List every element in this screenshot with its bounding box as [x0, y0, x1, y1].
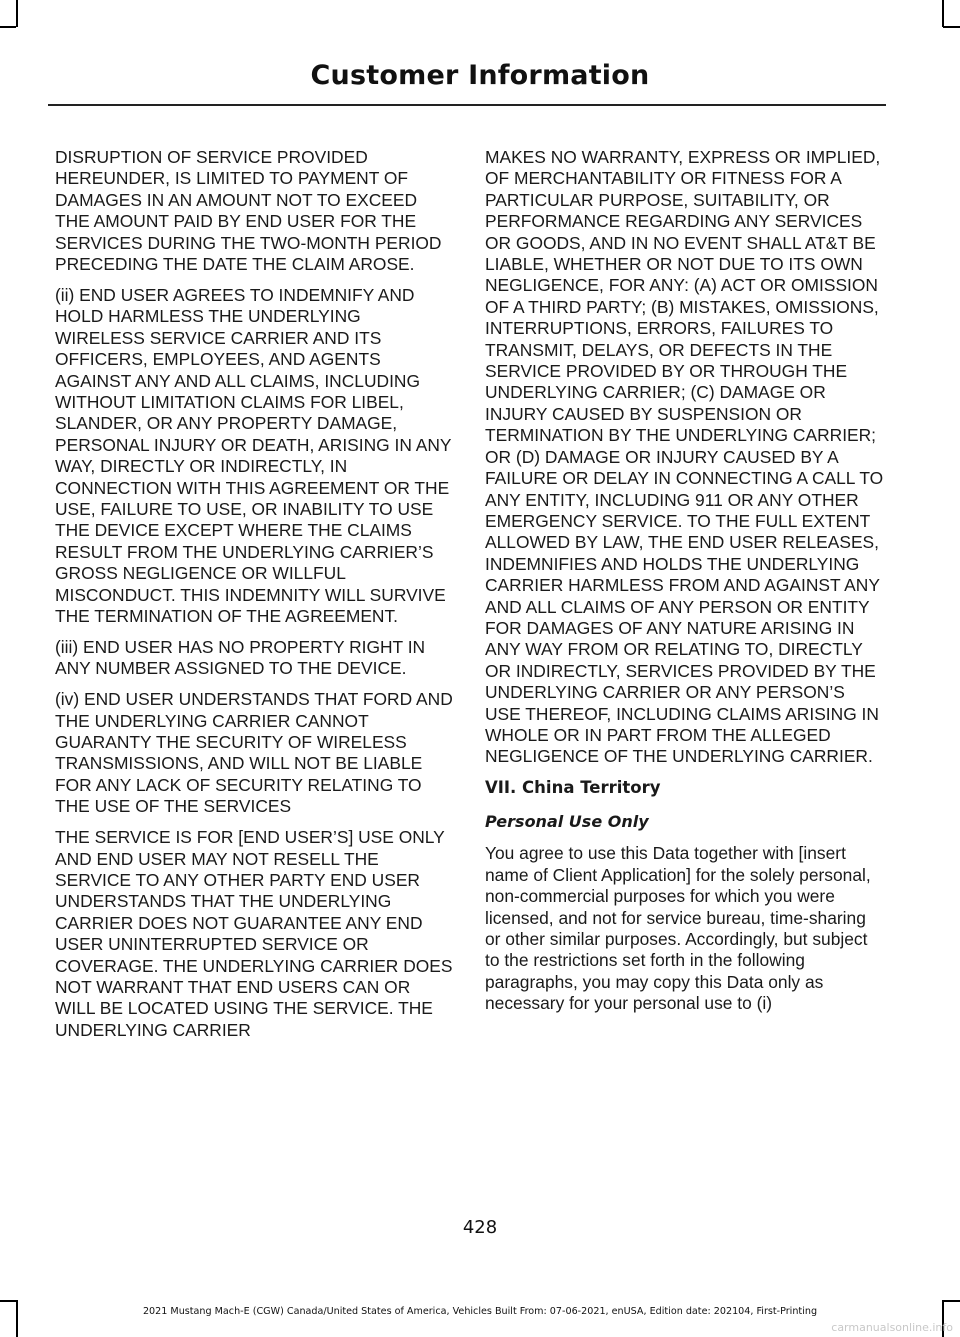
right-paragraph-1: MAKES NO WARRANTY, EXPRESS OR IMPLIED, OF MERCHANTABILITY OR FITNESS FOR A PARTICULAR PURPOSE, SUITABILITY, OR PERFORMANCE REGARDING ANY SERVICES OR GOODS, AND IN NO EVENT SHALL AT&T BE LIABLE, WHETHER OR NOT DUE TO ITS OWN NEGLIGENCE, FOR ANY: (A) ACT OR OMISSION OF A THIRD PARTY; (B) MISTAKES, OMISSIONS, INTERRUPTIONS, ERRORS, FAILURES TO TRANSMIT, DELAYS, OR DEFECTS IN THE SERVICE PROVIDED BY OR THROUGH THE UNDERLYING CARRIER; (C) DAMAGE OR INJURY CAUSED BY SUSPENSION OR TERMINATION BY THE UNDERLYING CARRIER; OR (D) DAMAGE OR INJURY CAUSED BY A FAILURE OR DELAY IN CONNECTING A CALL TO ANY ENTITY, INCLUDING 911 OR ANY OTHER EMERGENCY SERVICE. TO THE FULL EXTENT ALLOWED BY LAW, THE END USER RELEASES, INDEMNIFIES AND HOLDS THE UNDERLYING CARRIER HARMLESS FROM AND AGAINST ANY AND ALL CLAIMS OF ANY PERSON OR ENTITY FOR DAMAGES OF ANY NATURE ARISING IN ANY WAY FROM OR RELATING TO, DIRECTLY OR INDIRECTLY, SERVICES PROVIDED BY THE UNDERLYING CARRIER OR ANY PERSON’S USE THEREOF, INCLUDING CLAIMS ARISING IN WHOLE OR IN PART FROM THE ALLEGED NEGLIGENCE OF THE UNDERLYING CARRIER.	[485, 147, 884, 767]
section-subheading: Personal Use Only	[485, 812, 649, 832]
crop-mark-top-left-vertical	[16, 0, 18, 27]
left-paragraph-4: (iv) END USER UNDERSTANDS THAT FORD AND THE UNDERLYING CARRIER CANNOT GUARANTY THE SECURITY OF WIRELESS TRANSMISSIONS, AND WILL NOT BE LIABLE FOR ANY LACK OF SECURITY RELATING TO THE USE OF THE SERVICES	[55, 689, 453, 817]
crop-mark-top-right-vertical	[942, 0, 944, 27]
header-divider	[48, 104, 886, 106]
left-paragraph-1: DISRUPTION OF SERVICE PROVIDED HEREUNDER, IS LIMITED TO PAYMENT OF DAMAGES IN AN AMOUNT NOT TO EXCEED THE AMOUNT PAID BY END USER FOR THE SERVICES DURING THE TWO-MONTH PERIOD PRECEDING THE DATE THE CLAIM AROSE.	[55, 147, 442, 275]
page-title: Customer Information	[310, 60, 650, 91]
crop-mark-top-left-horizontal	[0, 26, 16, 28]
left-paragraph-2: (ii) END USER AGREES TO INDEMNIFY AND HOLD HARMLESS THE UNDERLYING WIRELESS SERVICE CARRIER AND ITS OFFICERS, EMPLOYEES, AND AGENTS AGAINST ANY AND ALL CLAIMS, INCLUDING WITHOUT LIMITATION CLAIMS FOR LIBEL, SLANDER, OR ANY PROPERTY DAMAGE, PERSONAL INJURY OR DEATH, ARISING IN ANY WAY, DIRECTLY OR INDIRECTLY, IN CONNECTION WITH THIS AGREEMENT OR THE USE, FAILURE TO USE, OR INABILITY TO USE THE DEVICE EXCEPT WHERE THE CLAIMS RESULT FROM THE UNDERLYING CARRIER’S GROSS NEGLIGENCE OR WILLFUL MISCONDUCT. THIS INDEMNITY WILL SURVIVE THE TERMINATION OF THE AGREEMENT.	[55, 284, 452, 627]
watermark: carmanualsonline.info	[831, 1321, 953, 1334]
footer-edition-info: 2021 Mustang Mach-E (CGW) Canada/United States of America, Vehicles Built From: 07-06-2021, enUSA, Edition date: 202104, First-Printing	[142, 1306, 818, 1317]
left-column	[55, 147, 455, 1051]
crop-mark-bottom-left-horizontal	[0, 1300, 16, 1302]
section-heading: VII. China Territory	[485, 778, 661, 798]
left-paragraph-5: THE SERVICE IS FOR [END USER’S] USE ONLY AND END USER MAY NOT RESELL THE SERVICE TO ANY OTHER PARTY END USER UNDERSTANDS THAT THE UNDERLYING CARRIER DOES NOT GUARANTEE ANY END USER UNINTERRUPTED SERVICE OR COVERAGE. THE UNDERLYING CARRIER DOES NOT WARRANT THAT END USERS CAN OR WILL BE LOCATED USING THE SERVICE. THE UNDERLYING CARRIER	[55, 827, 453, 1040]
right-column	[485, 147, 885, 1024]
crop-mark-bottom-right-horizontal	[943, 1300, 960, 1302]
crop-mark-top-right-horizontal	[943, 26, 960, 28]
left-paragraph-3: (iii) END USER HAS NO PROPERTY RIGHT IN ANY NUMBER ASSIGNED TO THE DEVICE.	[55, 636, 426, 679]
page-number: 428	[462, 1217, 498, 1238]
right-paragraph-2: You agree to use this Data together with [insert name of Client Application] for the solely personal, non-commercial purposes for which you were licensed, and not for service bureau, time-sharing or other similar purposes. Accordingly, but subject to the restrictions set forth in the following paragraphs, you may copy this Data only as necessary for your personal use to (i)	[485, 843, 871, 1014]
